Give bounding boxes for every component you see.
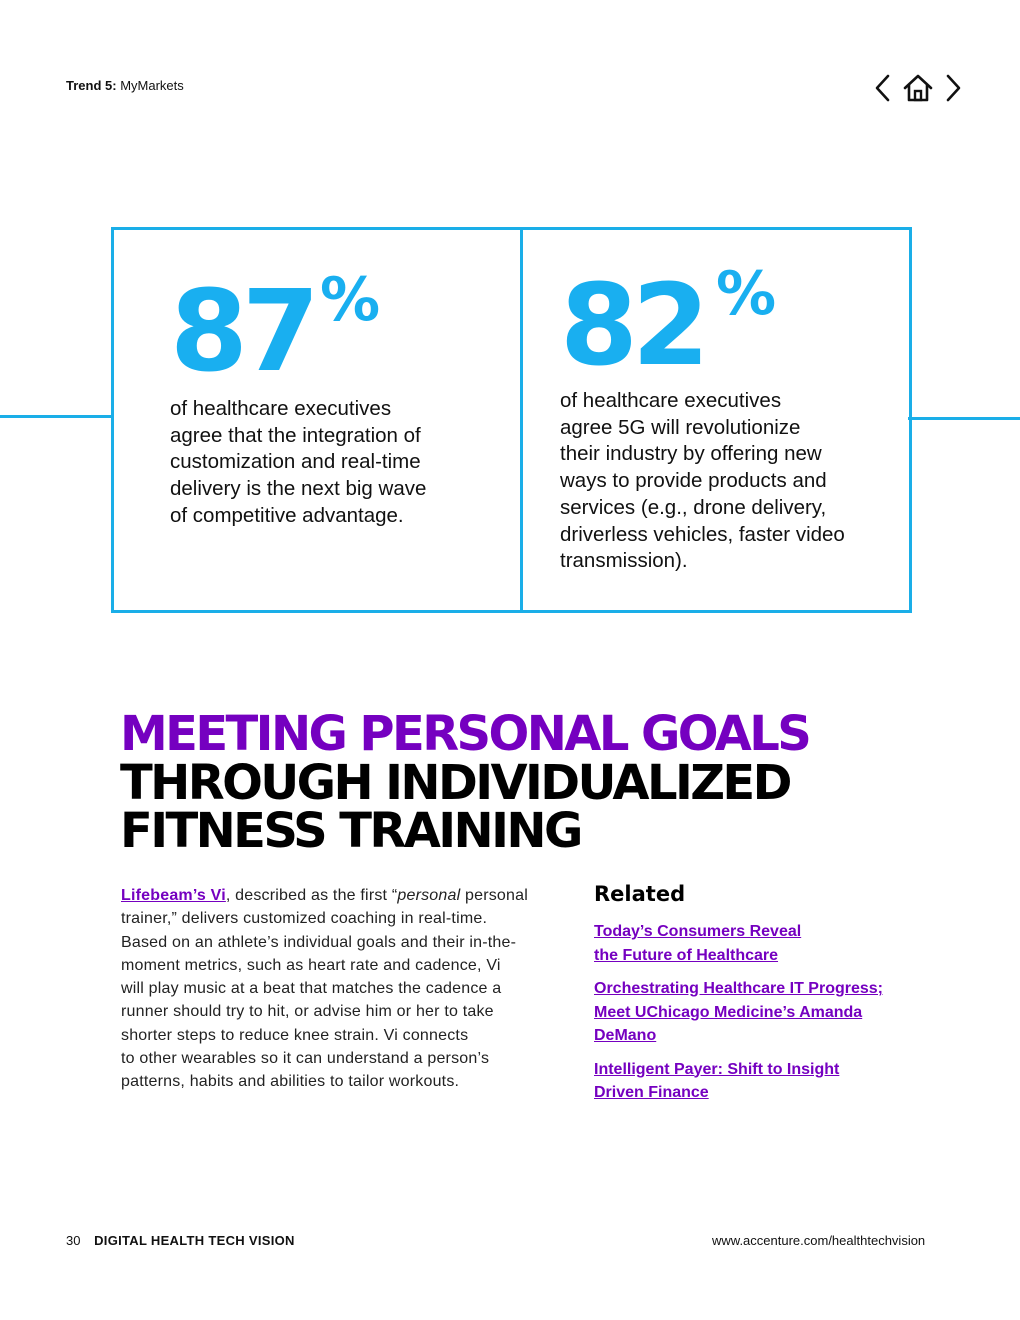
home-icon[interactable] [902, 72, 934, 104]
related-section [594, 882, 924, 1115]
decorative-line-left [0, 415, 112, 418]
stat-description [560, 388, 880, 575]
link-line: Driven Finance [594, 1084, 709, 1101]
body-line: runner should try to hit, or advise him or her to take [121, 1003, 494, 1021]
related-link-orchestrating[interactable] [594, 977, 924, 1048]
headline-line-1: MEETING PERSONAL GOALS [120, 706, 810, 762]
body-line: patterns, habits and abilities to tailor workouts. [121, 1073, 460, 1091]
decorative-line-right [908, 417, 1020, 420]
trend-label: Trend 5: [66, 78, 117, 93]
headline-line-3: FITNESS TRAINING [120, 803, 581, 859]
body-line: shorter steps to reduce knee strain. Vi connects [121, 1026, 469, 1044]
body-line: Based on an athlete’s individual goals and their in-the- [121, 933, 517, 951]
page-number: 30 [66, 1233, 81, 1248]
link-line: the Future of Healthcare [594, 946, 779, 964]
body-line [121, 884, 561, 907]
stats-divider [520, 230, 523, 610]
stat-line: transmission). [560, 549, 688, 573]
stat-line: services (e.g., drone delivery, [560, 495, 827, 519]
stat-value: 82 [560, 261, 704, 391]
stat-value: 87 [170, 267, 314, 397]
footer-url[interactable]: www.accenture.com/healthtechvision [712, 1233, 926, 1248]
chevron-left-icon[interactable] [872, 72, 894, 104]
section-headline [120, 706, 920, 859]
body-line: moment metrics, such as heart rate and cadence, Vi [121, 956, 501, 974]
stat-line: of healthcare executives [170, 397, 392, 420]
link-line: DeMano [594, 1027, 657, 1044]
stat-line: their industry by offering new [560, 442, 822, 466]
body-line: to other wearables so it can understand a person’s [121, 1050, 490, 1068]
stat-line: driverless vehicles, faster video [560, 522, 845, 546]
stat-line: agree that the integration of [170, 423, 421, 447]
stat-unit: % [716, 259, 777, 329]
body-text: , described as the first “ [225, 887, 398, 904]
footer-left [66, 1233, 295, 1248]
body-line: trainer,” delivers customized coaching in real-time. [121, 910, 488, 928]
stat-description [170, 396, 470, 530]
link-line: Meet UChicago Medicine’s Amanda [594, 1003, 863, 1021]
stat-line: ways to provide products and [560, 469, 827, 493]
related-title: Related [594, 882, 686, 906]
chevron-right-icon[interactable] [942, 72, 964, 104]
related-link-consumers[interactable] [594, 920, 924, 967]
lifebeam-vi-link[interactable]: Lifebeam’s Vi [121, 887, 226, 904]
stat-line: customization and real-time [170, 450, 421, 474]
stats-box [111, 227, 912, 613]
stat-87 [170, 265, 470, 530]
stat-line: of competitive advantage. [170, 503, 404, 527]
body-paragraph [121, 884, 561, 1094]
link-line: Orchestrating Healthcare IT Progress; [594, 980, 883, 997]
section-label [66, 78, 184, 93]
stat-line: delivery is the next big wave [170, 477, 427, 501]
body-text: personal [460, 887, 528, 904]
body-line: will play music at a beat that matches the cadence a [121, 980, 502, 998]
link-line: Intelligent Payer: Shift to Insight [594, 1060, 840, 1078]
page-navigation [872, 72, 964, 106]
stat-line: of healthcare executives [560, 389, 782, 412]
stat-unit: % [320, 265, 381, 335]
link-line: Today’s Consumers Reveal [594, 923, 802, 940]
related-link-intelligent-payer[interactable] [594, 1058, 924, 1105]
headline-line-2: THROUGH INDIVIDUALIZED [120, 754, 790, 811]
stat-82 [560, 259, 880, 575]
body-italic: personal [397, 887, 461, 904]
stat-line: agree 5G will revolutionize [560, 415, 801, 439]
trend-name: MyMarkets [120, 78, 184, 93]
document-title: DIGITAL HEALTH TECH VISION [94, 1233, 295, 1248]
